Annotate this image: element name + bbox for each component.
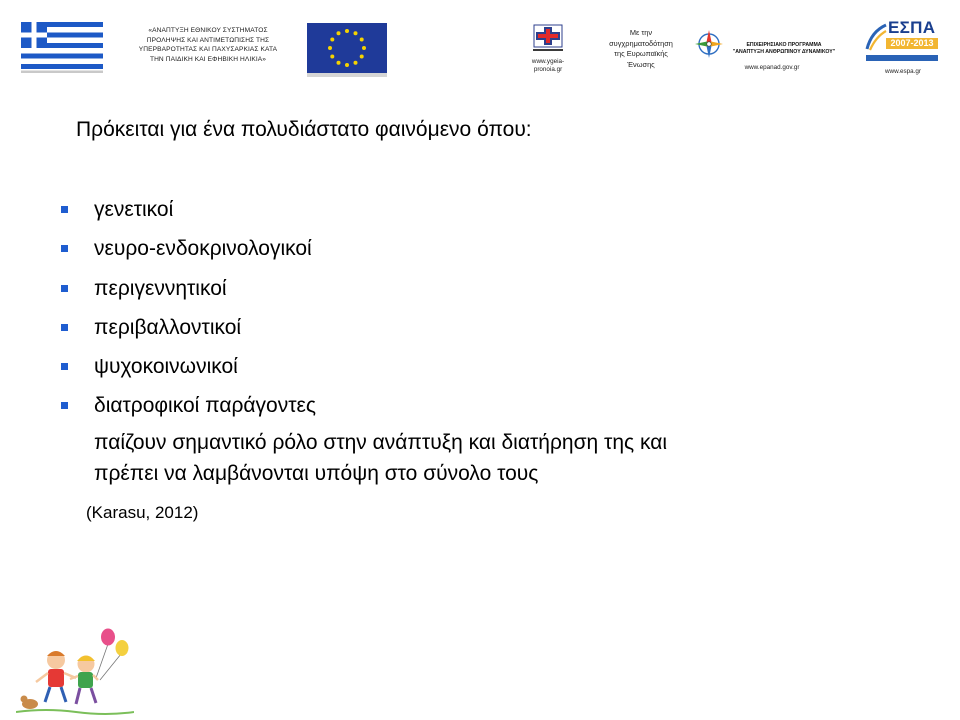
greek-flag-logo: [21, 22, 103, 74]
ministry-url-line: pronoia.gr: [533, 66, 563, 74]
factor-label: ψυχοκοινωνικοί: [94, 355, 238, 379]
children-with-balloons-illustration: [16, 626, 134, 716]
cofinance-line: της Ευρωπαϊκής: [614, 49, 668, 59]
espa-url: www.espa.gr: [884, 68, 922, 75]
factor-label: περιγεννητικοί: [94, 276, 227, 300]
factor-label: περιβαλλοντικοί: [94, 315, 242, 339]
conclusion-line: παίζουν σημαντικό ρόλο στην ανάπτυξη και διατήρηση της και: [94, 431, 668, 454]
intro-sentence: Πρόκειται για ένα πολυδιάστατο φαινόμενο όπου:: [76, 118, 532, 141]
ministry-url: [516, 58, 580, 74]
espa-subtitle-band: [866, 55, 938, 61]
factor-label: γενετικοί: [94, 198, 174, 221]
project-title-line: ΥΠΕΡΒΑΡΟΤΗΤΑΣ ΚΑΙ ΠΑΧΥΣΑΡΚΙΑΣ ΚΑΤΑ: [138, 46, 278, 54]
espa-logo: ΕΣΠΑ: [888, 18, 936, 37]
eu-flag-logo: [307, 23, 387, 77]
espa-swoosh-icon: [864, 22, 888, 52]
list-item: [60, 315, 316, 354]
espa-years-badge: 2007-2013: [886, 38, 938, 49]
conclusion-text: [94, 427, 667, 489]
ministry-health-logo: [531, 24, 565, 54]
header-logo-strip: [0, 0, 960, 95]
epanad-name-line: "ΑΝΑΠΤΥΞΗ ΑΝΘΡΩΠΙΝΟΥ ΔΥΝΑΜΙΚΟΥ": [732, 48, 836, 55]
citation: (Karasu, 2012): [86, 503, 199, 522]
square-bullet-icon: [61, 324, 68, 331]
factor-label: νευρο-ενδοκρινολογικοί: [94, 237, 312, 261]
list-item: [60, 354, 316, 393]
epanad-compass-logo: [694, 28, 724, 60]
epanad-name-line: ΕΠΙΧΕΙΡΗΣΙΑΚΟ ΠΡΟΓΡΑΜΜΑ: [746, 42, 822, 48]
list-item: [60, 276, 316, 315]
cofinance-line: Με την: [629, 28, 653, 37]
square-bullet-icon: [61, 285, 68, 292]
epanad-program-name: [722, 42, 846, 55]
project-title-line: ΠΡΟΛΗΨΗΣ ΚΑΙ ΑΝΤΙΜΕΤΩΠΙΣΗΣ ΤΗΣ: [146, 36, 270, 44]
project-title: [118, 26, 298, 64]
project-title-line: «ΑΝΑΠΤΥΞΗ ΕΘΝΙΚΟΥ ΣΥΣΤΗΜΑΤΟΣ: [148, 27, 268, 34]
cofinance-line: συγχρηματοδότηση: [609, 38, 673, 48]
square-bullet-icon: [61, 206, 68, 213]
list-item: [60, 236, 316, 275]
factor-label: διατροφικοί παράγοντες: [94, 394, 316, 418]
cofinance-text: [592, 28, 690, 71]
factor-list: [60, 197, 316, 433]
list-item: [60, 197, 316, 236]
conclusion-line: πρέπει να λαμβάνονται υπόψη στο σύνολο τους: [94, 462, 539, 485]
square-bullet-icon: [61, 363, 68, 370]
cofinance-line: Ένωσης: [627, 60, 655, 70]
square-bullet-icon: [61, 245, 68, 252]
project-title-line: ΤΗΝ ΠΑΙΔΙΚΗ ΚΑΙ ΕΦΗΒΙΚΗ ΗΛΙΚΙΑ»: [149, 55, 267, 63]
epanad-url: www.epanad.gov.gr: [744, 64, 800, 71]
ministry-url-line: www.ygeia-: [531, 58, 565, 65]
square-bullet-icon: [61, 402, 68, 409]
